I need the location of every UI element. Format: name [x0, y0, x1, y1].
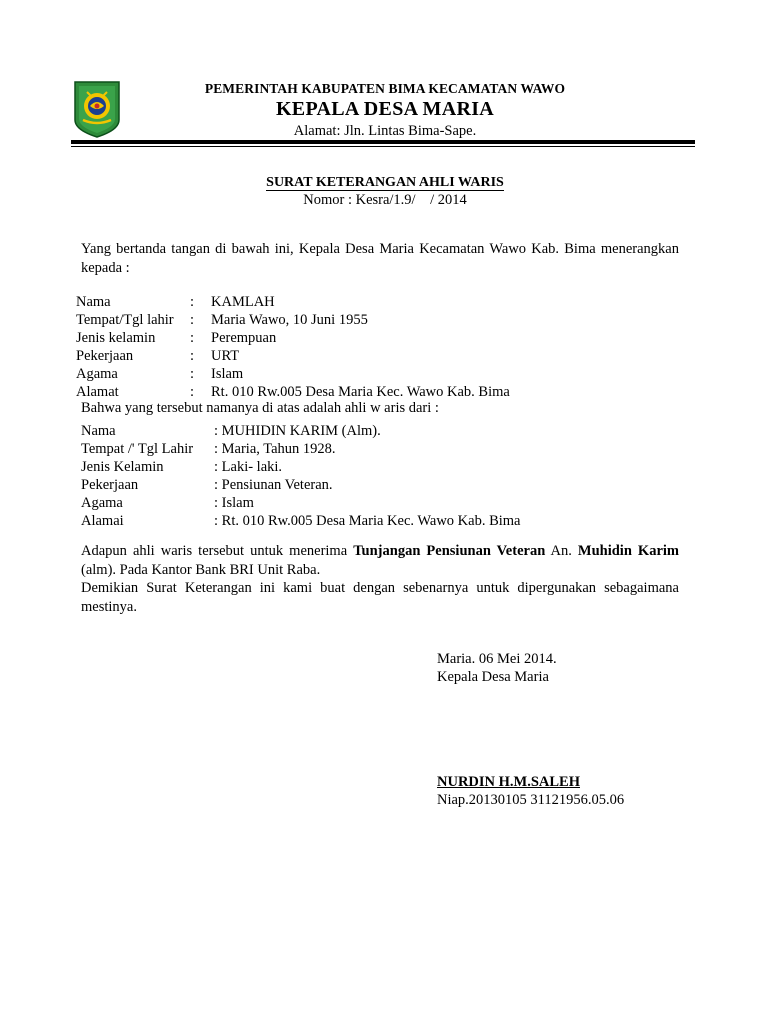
deceased-details-table [81, 422, 521, 530]
field-label: Alamat [76, 384, 119, 400]
closing-paragraphs [81, 542, 679, 616]
signer-block [437, 773, 624, 809]
field-label: Pekerjaan [76, 348, 134, 364]
field-value: : Pensiunan Veteran. [214, 477, 333, 493]
field-label: Nama [76, 294, 111, 310]
field-value: : MUHIDIN KARIM (Alm). [214, 423, 381, 439]
field-label: Jenis Kelamin [81, 459, 164, 475]
letterhead-office: KEPALA DESA MARIA [275, 98, 495, 120]
purpose-paragraph [81, 542, 679, 579]
table-row [76, 365, 510, 383]
signature-block [437, 650, 557, 686]
document-number: Nomor : Kesra/1.9/ / 2014 [303, 192, 467, 208]
signer-id: Niap.20130105 31121956.05.06 [437, 792, 625, 808]
letterhead-divider-thick [71, 140, 695, 144]
field-value: : Laki- laki. [214, 459, 283, 475]
field-label: Tempat /' Tgl Lahir [81, 441, 194, 457]
field-value: URT [211, 348, 240, 364]
table-row [76, 383, 510, 401]
field-value: KAMLAH [211, 294, 275, 310]
field-label: Tempat/Tgl lahir [76, 312, 174, 328]
heir-statement: Bahwa yang tersebut namanya di atas adalah ahli w aris dari : [81, 400, 439, 416]
purpose-text: An. [545, 543, 578, 559]
heir-details-table [76, 293, 510, 401]
benefit-name: Tunjangan Pensiunan Veteran [353, 543, 546, 559]
field-value: : Islam [214, 495, 254, 511]
field-separator: : [190, 384, 195, 400]
intro-paragraph: Yang bertanda tangan di bawah ini, Kepala Desa Maria Kecamatan Wawo Kab. Bima menerangkan kepada : [81, 241, 679, 276]
bima-regency-emblem-icon [73, 80, 121, 138]
field-label: Agama [81, 495, 123, 511]
field-value: Perempuan [211, 330, 277, 346]
field-label: Jenis kelamin [76, 330, 156, 346]
table-row [81, 422, 521, 440]
field-label: Pekerjaan [81, 477, 139, 493]
place-date: Maria. 06 Mei 2014. [437, 651, 557, 667]
table-row [76, 311, 510, 329]
field-label: Nama [81, 423, 116, 439]
closing-statement: Demikian Surat Keterangan ini kami buat dengan sebenarnya untuk dipergunakan sebagaimana mestinya. [81, 580, 679, 615]
field-value: Maria Wawo, 10 Juni 1955 [211, 312, 368, 328]
letterhead-divider-thin [71, 146, 695, 147]
field-label: Agama [76, 366, 118, 382]
deceased-name: Muhidin Karim [577, 543, 680, 559]
table-row [76, 347, 510, 365]
field-value: : Rt. 010 Rw.005 Desa Maria Kec. Wawo Kab. Bima [214, 513, 521, 529]
purpose-text: Adapun ahli waris tersebut untuk menerima [81, 543, 354, 559]
table-row [76, 329, 510, 347]
signer-name: NURDIN H.M.SALEH [437, 774, 580, 790]
field-value: Rt. 010 Rw.005 Desa Maria Kec. Wawo Kab. Bima [211, 384, 510, 400]
letterhead-address: Alamat: Jln. Lintas Bima-Sape. [293, 123, 477, 139]
signer-position: Kepala Desa Maria [437, 669, 549, 685]
field-separator: : [190, 348, 195, 364]
table-row [76, 293, 510, 311]
table-row [81, 494, 521, 512]
field-separator: : [190, 294, 195, 310]
table-row [81, 512, 521, 530]
document-title [130, 175, 640, 191]
letterhead-government: PEMERINTAH KABUPATEN BIMA KECAMATAN WAWO [204, 81, 566, 96]
field-label: Alamai [81, 513, 124, 529]
field-value: Islam [211, 366, 244, 382]
document-title-text: SURAT KETERANGAN AHLI WARIS [266, 175, 504, 190]
table-row [81, 476, 521, 494]
table-row [81, 458, 521, 476]
field-separator: : [190, 312, 195, 328]
field-separator: : [190, 330, 195, 346]
field-value: : Maria, Tahun 1928. [214, 441, 336, 457]
field-separator: : [190, 366, 195, 382]
purpose-text: (alm). Pada Kantor Bank BRI Unit Raba. [81, 561, 321, 578]
table-row [81, 440, 521, 458]
